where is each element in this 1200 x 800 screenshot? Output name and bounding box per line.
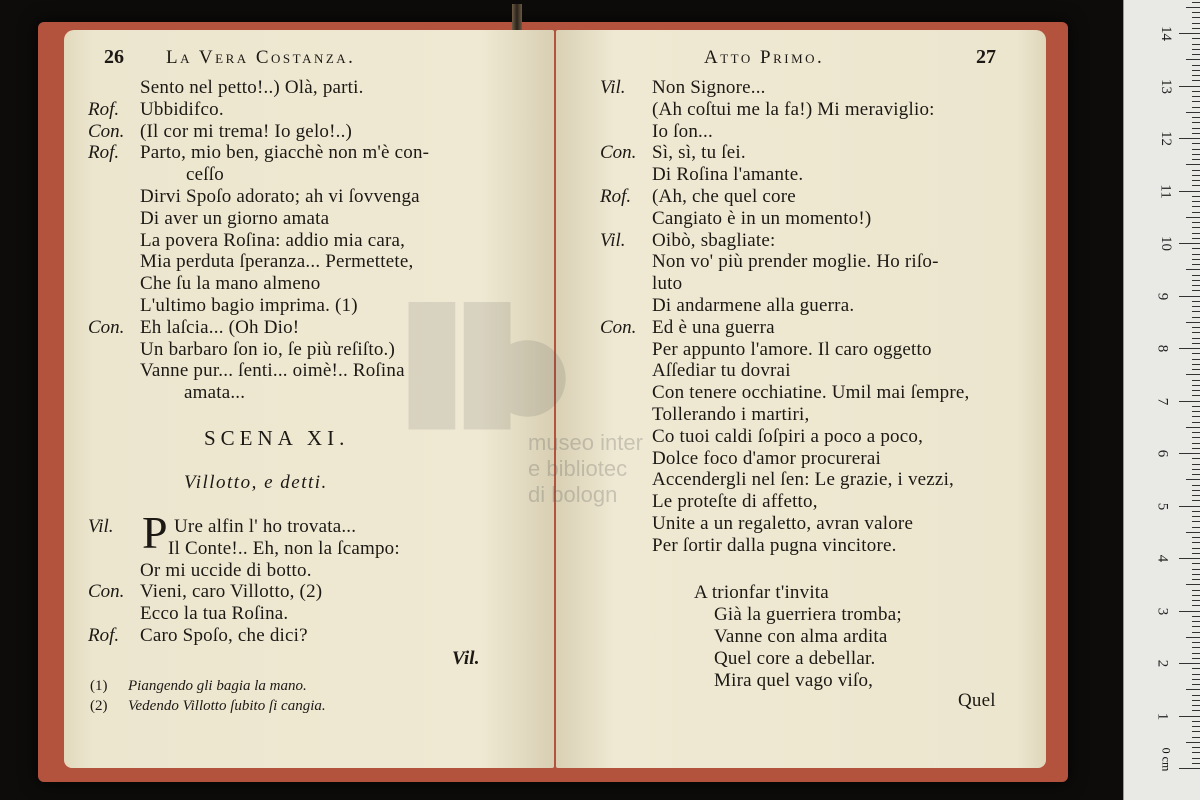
verse-line: Caro Spoſo, che dici? — [140, 625, 308, 646]
ruler-number: 1 — [1154, 712, 1171, 720]
speaker-label: Con. — [88, 120, 125, 142]
ruler-number: 7 — [1154, 397, 1171, 405]
ruler-tick — [1192, 170, 1200, 171]
ruler-tick — [1192, 343, 1200, 344]
ruler-tick — [1192, 542, 1200, 543]
ruler-tick — [1192, 695, 1200, 696]
ruler-tick — [1179, 348, 1200, 349]
ruler-tick — [1192, 301, 1200, 302]
ruler-tick — [1192, 500, 1200, 501]
running-head-right: Atto Primo. — [704, 47, 825, 68]
ruler-tick — [1192, 238, 1200, 239]
ruler-tick — [1192, 737, 1200, 738]
ruler-tick — [1192, 516, 1200, 517]
ruler-tick — [1192, 154, 1200, 155]
verse-line: Per appunto l'amore. Il caro oggetto — [652, 338, 932, 360]
ruler-tick — [1192, 212, 1200, 213]
ruler-tick — [1192, 621, 1200, 622]
speaker-label: Con. — [600, 316, 637, 338]
verse-line: amata... — [184, 382, 246, 404]
ruler-tick — [1192, 700, 1200, 701]
ruler-tick — [1192, 12, 1200, 13]
ruler-tick — [1192, 28, 1200, 29]
verse-line: Mia perduta ſperanza... Permettete, — [140, 251, 414, 273]
ruler-tick — [1192, 275, 1200, 276]
ruler-tick — [1192, 705, 1200, 706]
footnote-mark: (1) — [90, 678, 108, 694]
ruler-tick — [1179, 296, 1200, 297]
ruler-tick — [1192, 369, 1200, 370]
speaker-label: Con. — [88, 581, 125, 603]
scale-ruler — [1123, 0, 1200, 800]
ruler-unit-label: 0 cm — [1159, 747, 1174, 772]
verse-line: Non Signore... — [652, 77, 766, 98]
ruler-tick — [1192, 17, 1200, 18]
ruler-tick — [1192, 180, 1200, 181]
verse-line: (Ah, che quel core — [652, 186, 796, 207]
ruler-tick — [1192, 149, 1200, 150]
ruler-tick — [1192, 390, 1200, 391]
speaker-label: Vil. — [88, 516, 114, 537]
verse-line: Dirvi Spoſo adorato; ah vi ſovvenga — [140, 186, 420, 207]
verse-line: Co tuoi caldi ſoſpiri a poco a poco, — [652, 425, 924, 447]
verse-line: Per ſortir dalla pugna vincitore. — [652, 534, 897, 556]
watermark-text-3: di bologn — [528, 482, 618, 507]
verse-line: Accendergli nel ſen: Le grazie, i vezzi, — [652, 469, 954, 491]
ruler-tick — [1192, 563, 1200, 564]
ruler-tick — [1192, 101, 1200, 102]
ruler-tick — [1192, 143, 1200, 144]
ruler-tick — [1179, 716, 1200, 717]
ruler-tick — [1192, 710, 1200, 711]
ruler-tick — [1192, 752, 1200, 753]
speaker-label: Rof. — [88, 142, 120, 164]
aria-line: Vanne con alma ardita — [714, 626, 888, 647]
ruler-tick — [1192, 485, 1200, 486]
verse-line: Dolce foco d'amor procurerai — [652, 447, 881, 469]
verse-line: Non vo' più prender moglie. Ho riſo- — [652, 251, 939, 273]
page-number-left: 26 — [104, 46, 124, 68]
ruler-tick — [1192, 422, 1200, 423]
ruler-number: 14 — [1158, 26, 1174, 41]
ruler-number: 5 — [1154, 502, 1171, 510]
ruler-number: 11 — [1157, 183, 1174, 199]
ruler-tick — [1192, 527, 1200, 528]
ruler-tick — [1192, 233, 1200, 234]
ruler-tick — [1186, 217, 1200, 218]
footnote-mark: (2) — [90, 698, 108, 714]
verse-line: Cangiato è in un momento!) — [652, 207, 872, 229]
ruler-tick — [1192, 432, 1200, 433]
ruler-tick — [1186, 532, 1200, 533]
ruler-tick — [1192, 254, 1200, 255]
ruler-tick — [1179, 138, 1200, 139]
ruler-number: 13 — [1158, 78, 1174, 94]
ruler-tick — [1179, 768, 1200, 769]
verse-line: Ubbidifco. — [140, 98, 224, 120]
ruler-tick — [1192, 49, 1200, 50]
verse-line: Sento nel petto!..) Olà, parti. — [140, 77, 364, 98]
ruler-tick — [1192, 38, 1200, 39]
scene-title: SCENA XI. — [204, 426, 350, 450]
speaker-label: Vil. — [600, 229, 626, 251]
ruler-tick — [1192, 65, 1200, 66]
ruler-number: 4 — [1154, 554, 1171, 563]
ruler-tick — [1192, 201, 1200, 202]
speaker-label: Rof. — [88, 625, 120, 646]
ruler-tick — [1192, 311, 1200, 312]
ruler-tick — [1192, 222, 1200, 223]
ruler-tick — [1192, 579, 1200, 580]
right-page — [556, 30, 1046, 768]
verse-line: Ecco la tua Roſina. — [140, 603, 289, 625]
verse-line: Di aver un giorno amata — [140, 207, 330, 229]
ruler-tick — [1192, 679, 1200, 680]
ruler-tick — [1186, 164, 1200, 165]
ruler-tick — [1192, 758, 1200, 759]
ruler-tick — [1192, 280, 1200, 281]
ruler-tick — [1192, 469, 1200, 470]
ruler-tick — [1192, 2, 1200, 3]
ruler-tick — [1192, 632, 1200, 633]
left-page — [64, 30, 554, 768]
ruler-number: 12 — [1158, 131, 1174, 146]
ruler-tick — [1192, 264, 1200, 265]
ruler-tick — [1192, 259, 1200, 260]
verse-line: Parto, mio ben, giacchè non m'è con- — [140, 142, 430, 164]
verse-line: Ure alfin l' ho trovata... — [174, 516, 357, 537]
ruler-tick — [1179, 191, 1200, 192]
verse-line: Or mi uccide di botto. — [140, 559, 312, 581]
ruler-tick — [1192, 574, 1200, 575]
ruler-tick — [1186, 322, 1200, 323]
ruler-tick — [1192, 474, 1200, 475]
aria-line: Quel core a debellar. — [714, 648, 876, 669]
ruler-tick — [1192, 175, 1200, 176]
ruler-tick — [1192, 227, 1200, 228]
ruler-tick — [1192, 626, 1200, 627]
ruler-tick — [1192, 600, 1200, 601]
ruler-tick — [1192, 590, 1200, 591]
verse-line: Tollerando i martiri, — [652, 404, 810, 425]
ruler-tick — [1192, 133, 1200, 134]
ruler-tick — [1192, 668, 1200, 669]
verse-line: Io ſon... — [652, 120, 713, 142]
ruler-tick — [1192, 285, 1200, 286]
ruler-tick — [1192, 317, 1200, 318]
drop-cap: P — [142, 507, 168, 558]
ruler-tick — [1179, 33, 1200, 34]
ruler-tick — [1192, 647, 1200, 648]
ruler-tick — [1192, 359, 1200, 360]
ruler-tick — [1192, 731, 1200, 732]
verse-line: Sì, sì, tu ſei. — [652, 142, 746, 164]
speaker-label: Con. — [600, 142, 637, 164]
ruler-tick — [1192, 605, 1200, 606]
verse-line: Eh laſcia... (Oh Dio! — [140, 316, 300, 338]
ruler-tick — [1186, 637, 1200, 638]
ruler-tick — [1192, 91, 1200, 92]
footnote-text: Vedendo Villotto ſubito ſi cangia. — [128, 698, 326, 714]
ruler-tick — [1179, 663, 1200, 664]
ruler-tick — [1192, 380, 1200, 381]
ruler-tick — [1192, 364, 1200, 365]
catchword-left: Vil. — [452, 648, 480, 669]
ruler-tick — [1192, 553, 1200, 554]
ruler-number: 2 — [1154, 659, 1171, 668]
ruler-tick — [1192, 569, 1200, 570]
ruler-tick — [1192, 117, 1200, 118]
verse-line: Le proteſte di affetto, — [652, 491, 818, 513]
ruler-tick — [1192, 54, 1200, 55]
ruler-tick — [1192, 196, 1200, 197]
ruler-number: 6 — [1154, 449, 1171, 458]
ruler-tick — [1192, 674, 1200, 675]
ruler-tick — [1192, 595, 1200, 596]
ruler-tick — [1186, 59, 1200, 60]
ruler-tick — [1192, 642, 1200, 643]
ruler-tick — [1179, 611, 1200, 612]
ruler-tick — [1192, 185, 1200, 186]
ruler-tick — [1192, 763, 1200, 764]
ruler-tick — [1192, 385, 1200, 386]
ruler-tick — [1192, 248, 1200, 249]
ruler-tick — [1186, 742, 1200, 743]
footnote-text: Piangendo gli bagia la mano. — [128, 678, 307, 694]
ruler-tick — [1192, 616, 1200, 617]
ruler-tick — [1192, 107, 1200, 108]
ruler-number: 10 — [1158, 236, 1174, 251]
verse-line: Vanne pur... ſenti... oimè!.. Roſina — [140, 360, 405, 382]
speaker-label: Rof. — [88, 98, 120, 120]
ruler-number: 3 — [1154, 607, 1171, 615]
ruler-tick — [1192, 458, 1200, 459]
ruler-tick — [1192, 537, 1200, 538]
page-number-right: 27 — [976, 46, 996, 68]
ruler-tick — [1186, 112, 1200, 113]
verse-line: La povera Roſina: addio mia cara, — [140, 229, 406, 251]
catchword-right: Quel — [958, 690, 996, 711]
verse-line: ceſſo — [186, 164, 224, 186]
verse-line: Di Roſina l'amante. — [652, 164, 804, 186]
aria-line: Mira quel vago viſo, — [714, 670, 874, 691]
ruler-tick — [1192, 96, 1200, 97]
verse-line: Con tenere occhiatine. Umil mai ſempre, — [652, 382, 970, 404]
ruler-tick — [1186, 479, 1200, 480]
ruler-tick — [1192, 747, 1200, 748]
verse-line: Che ſu la mano almeno — [140, 273, 321, 295]
ruler-tick — [1192, 721, 1200, 722]
ruler-tick — [1192, 159, 1200, 160]
ruler-tick — [1192, 290, 1200, 291]
verse-line: Vieni, caro Villotto, (2) — [140, 581, 323, 603]
ruler-tick — [1192, 726, 1200, 727]
ruler-tick — [1192, 70, 1200, 71]
ruler-tick — [1192, 437, 1200, 438]
ruler-tick — [1186, 269, 1200, 270]
ruler-tick — [1192, 206, 1200, 207]
ruler-tick — [1192, 448, 1200, 449]
ruler-tick — [1192, 332, 1200, 333]
ruler-tick — [1192, 327, 1200, 328]
ruler-tick — [1192, 416, 1200, 417]
verse-line: Di andarmene alla guerra. — [652, 295, 855, 316]
verse-line: Il Conte!.. Eh, non la ſcampo: — [168, 537, 400, 559]
ruler-tick — [1192, 411, 1200, 412]
verse-line: Unite a un regaletto, avran valore — [652, 513, 914, 534]
scene-subtitle: Villotto, e detti. — [184, 472, 328, 493]
speaker-label: Con. — [88, 316, 125, 338]
running-head-left: La Vera Costanza. — [166, 47, 356, 68]
watermark-text-2: e bibliotec — [528, 456, 628, 481]
ruler-number: 8 — [1154, 344, 1171, 353]
ruler-tick — [1192, 548, 1200, 549]
ruler-tick — [1179, 86, 1200, 87]
ruler-tick — [1192, 658, 1200, 659]
ruler-tick — [1192, 490, 1200, 491]
verse-line: Aſſediar tu dovrai — [652, 360, 791, 382]
speaker-label: Vil. — [600, 77, 626, 98]
ruler-tick — [1192, 395, 1200, 396]
ruler-tick — [1179, 453, 1200, 454]
ruler-tick — [1186, 374, 1200, 375]
ruler-tick — [1192, 80, 1200, 81]
ruler-tick — [1192, 23, 1200, 24]
ruler-tick — [1179, 506, 1200, 507]
verse-line: L'ultimo bagio imprima. (1) — [140, 295, 358, 316]
watermark-text-1: museo inter — [528, 430, 643, 455]
ruler-tick — [1192, 511, 1200, 512]
ruler-tick — [1192, 75, 1200, 76]
ruler-tick — [1192, 464, 1200, 465]
ruler-tick — [1179, 558, 1200, 559]
ruler-tick — [1179, 243, 1200, 244]
verse-line: (Ah coſtui me la fa!) Mi meraviglio: — [652, 98, 935, 120]
speaker-label: Rof. — [600, 186, 632, 207]
aria-line: A trionfar t'invita — [694, 582, 829, 603]
ruler-tick — [1192, 338, 1200, 339]
ruler-tick — [1192, 443, 1200, 444]
verse-line: (Il cor mi trema! Io gelo!..) — [140, 120, 353, 142]
ruler-number: 9 — [1154, 292, 1171, 300]
ruler-tick — [1186, 7, 1200, 8]
verse-line: Oibò, sbagliate: — [652, 229, 776, 251]
ruler-tick — [1186, 427, 1200, 428]
verse-line: Un barbaro ſon io, ſe più reſiſto.) — [140, 338, 395, 360]
ruler-tick — [1192, 406, 1200, 407]
verse-line: luto — [652, 273, 683, 295]
ruler-tick — [1192, 521, 1200, 522]
ruler-tick — [1192, 684, 1200, 685]
ruler-tick — [1192, 128, 1200, 129]
ruler-tick — [1186, 689, 1200, 690]
ruler-tick — [1192, 122, 1200, 123]
ruler-tick — [1192, 653, 1200, 654]
ruler-tick — [1192, 306, 1200, 307]
ruler-tick — [1192, 353, 1200, 354]
aria-line: Già la guerriera tromba; — [714, 604, 902, 625]
ruler-tick — [1186, 584, 1200, 585]
verse-line: Ed è una guerra — [652, 316, 775, 338]
ruler-tick — [1179, 401, 1200, 402]
ruler-tick — [1192, 44, 1200, 45]
ruler-tick — [1192, 495, 1200, 496]
